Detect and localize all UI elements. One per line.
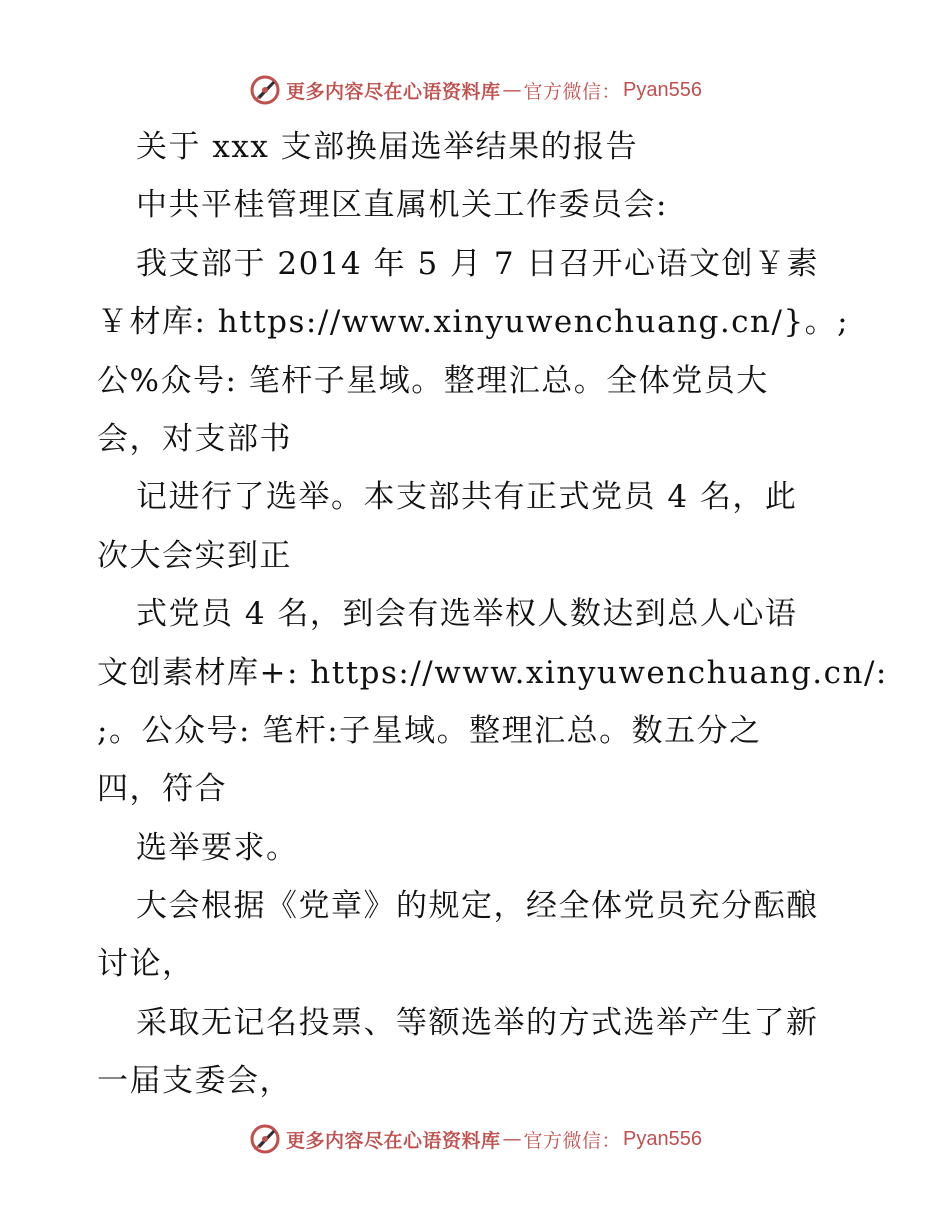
text-line: 记进行了选举。本支部共有正式党员 4 名，此 — [136, 479, 798, 516]
report-title: 关于 xxx 支部换届选举结果的报告 — [136, 129, 639, 165]
text-line: 文创素材库+: https://www.xinyuwenchuang.cn/: — [97, 654, 888, 691]
banner-brand: 更多内容尽在心语资料库 — [286, 1129, 501, 1152]
banner-separator: — — [502, 79, 522, 101]
text-line: 会，对支部书 — [97, 420, 292, 457]
text-line: ￥材库: https://www.xinyuwenchuang.cn/}。; — [97, 304, 850, 341]
banner-wechat-label: 官方微信： — [523, 1129, 622, 1152]
document-body — [97, 118, 888, 1111]
text-line: 讨论， — [97, 946, 195, 983]
text-line: 公%众号: 笔杆子星域。整理汇总。全体党员大 — [97, 362, 769, 399]
banner-wechat-id: Pyan556 — [623, 78, 702, 101]
banner-wechat-id: Pyan556 — [623, 1127, 702, 1150]
banner-separator: — — [502, 1128, 522, 1150]
quill-logo-icon — [248, 1122, 282, 1156]
footer-banner — [0, 1119, 950, 1159]
addressee-line: 中共平桂管理区直属机关工作委员会: — [136, 187, 668, 224]
text-line: 我支部于 2014 年 5 月 7 日召开心语文创￥素 — [136, 245, 819, 282]
text-line: 式党员 4 名，到会有选举权人数达到总人心语 — [136, 596, 798, 633]
text-line: 四，符合 — [97, 771, 227, 808]
text-line: 大会根据《党章》的规定，经全体党员充分酝酿 — [136, 888, 819, 925]
banner-wechat-label: 官方微信： — [523, 80, 622, 103]
header-banner — [0, 70, 950, 110]
quill-logo-icon — [248, 73, 282, 107]
text-line: 选举要求。 — [136, 829, 299, 866]
text-line: ;。公众号: 笔杆:子星域。整理汇总。数五分之 — [97, 712, 762, 749]
text-line: 一届支委会， — [97, 1063, 292, 1100]
banner-brand: 更多内容尽在心语资料库 — [286, 80, 501, 103]
text-line: 采取无记名投票、等额选举的方式选举产生了新 — [136, 1004, 819, 1041]
text-line: 次大会实到正 — [97, 537, 292, 574]
